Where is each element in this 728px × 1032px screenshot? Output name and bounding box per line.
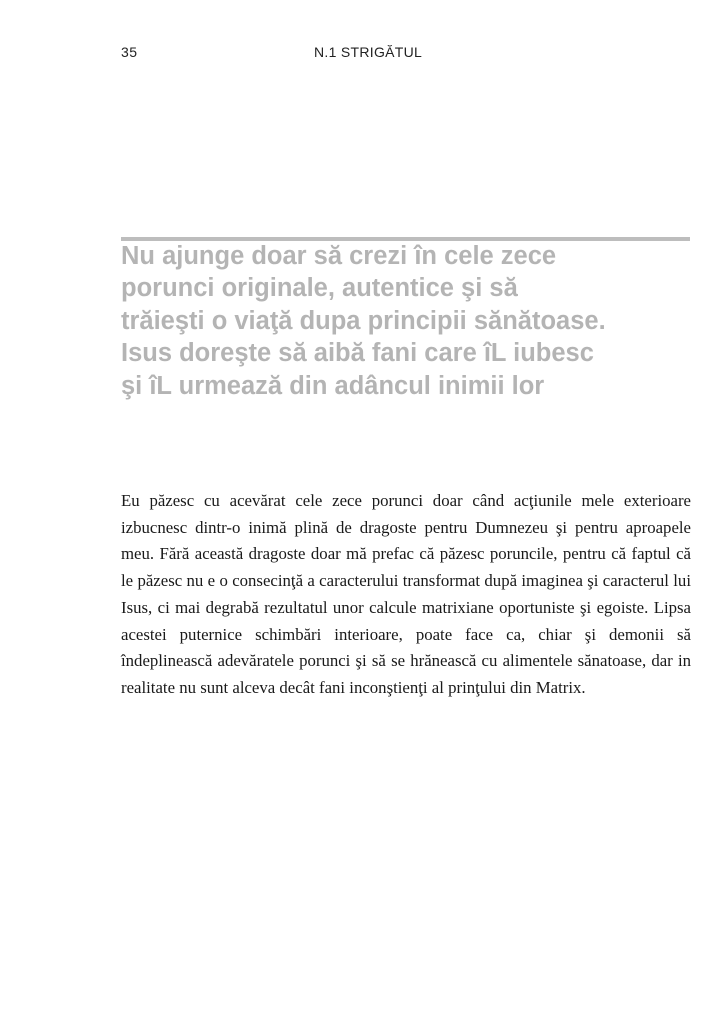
page-number: 35 <box>121 44 138 60</box>
running-title: N.1 STRIGĂTUL <box>314 44 423 60</box>
pull-quote-line: porunci originale, autentice şi să <box>121 274 518 303</box>
pull-quote <box>121 240 701 402</box>
pull-quote-line: Nu ajunge doar să crezi în cele zece <box>121 242 557 270</box>
body-paragraph: Eu păzesc cu acevărat cele zece porunci doar când acţiunile mele exterioare izbucnesc dintr-o inimă plină de dragoste pentru Dumnezeu şi pentru aproapele meu. Fără această dragoste doar mă prefac că păzesc poruncile, pentru că faptul că le păzesc nu e o consecinţă a caracterului transformat după imaginea şi caracterul lui Isus, ci mai degrabă rezultatul unor calcule matrixiane oportuniste şi egoiste. Lipsa acestei puternice schimbări interioare, poate face ca, chiar şi demonii să îndeplinească adevăratele porunci şi să se hrănească cu alimentele sănatoase, dar in realitate nu sunt alceva decât fani inconştienţi al prinţului din Matrix. <box>121 491 691 697</box>
pull-quote-line: şi îL urmează din adâncul inimii lor <box>121 371 545 400</box>
pull-quote-line: trăieşti o viaţă dupa principii sănătoase. <box>121 306 606 335</box>
pull-quote-line: Isus doreşte să aibă fani care îL iubesc <box>121 339 594 368</box>
